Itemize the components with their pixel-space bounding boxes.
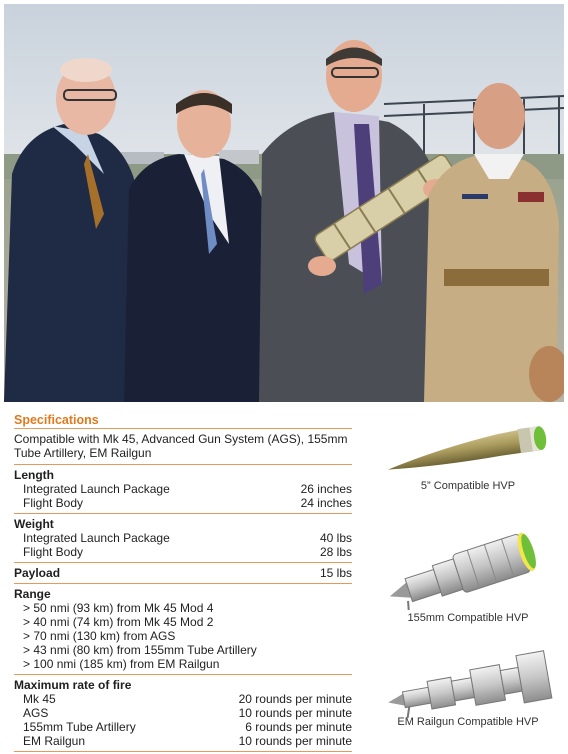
range-line: > 43 nmi (80 km) from 155mm Tube Artillery	[23, 643, 257, 657]
length-row-label: Integrated Launch Package	[23, 482, 170, 496]
range-header: Range	[14, 587, 51, 601]
155mm-hvp-caption: 155mm Compatible HVP	[407, 612, 529, 624]
projectile-illustrations	[372, 410, 564, 750]
rate-row-value: 20 rounds per minute	[238, 692, 352, 706]
railgun-hvp-icon	[380, 648, 560, 718]
weight-header: Weight	[14, 517, 54, 531]
rate-section	[14, 678, 352, 752]
rate-row	[14, 734, 352, 748]
rate-row	[14, 692, 352, 706]
compatibility-text: Compatible with Mk 45, Advanced Gun System (AGS), 155mm Tube Artillery, EM Railgun	[14, 429, 352, 465]
rate-row-label: EM Railgun	[23, 734, 86, 748]
rate-row	[14, 706, 352, 720]
railgun-hvp-caption: EM Railgun Compatible HVP	[397, 716, 539, 728]
weight-row-label: Integrated Launch Package	[23, 531, 170, 545]
range-section	[14, 587, 352, 675]
rate-row-value: 10 rounds per minute	[238, 706, 352, 720]
length-row-label: Flight Body	[23, 496, 84, 510]
payload-section	[14, 566, 352, 584]
rate-header: Maximum rate of fire	[14, 678, 132, 692]
weight-row-value: 28 lbs	[319, 545, 352, 559]
group-photo	[4, 4, 564, 402]
155mm-hvp-icon	[380, 520, 560, 610]
rate-row-label: 155mm Tube Artillery	[23, 720, 136, 734]
specifications-table	[14, 412, 352, 752]
weight-section	[14, 517, 352, 563]
specifications-title: Specifications	[14, 412, 352, 429]
length-row-value: 26 inches	[300, 482, 352, 496]
weight-row-value: 40 lbs	[319, 531, 352, 545]
payload-value: 15 lbs	[319, 566, 352, 580]
range-line: > 100 nmi (185 km) from EM Railgun	[23, 657, 220, 671]
five-inch-hvp-icon	[380, 420, 560, 480]
rate-row	[14, 720, 352, 734]
five-inch-hvp-caption: 5” Compatible HVP	[420, 480, 516, 492]
length-row	[14, 482, 352, 496]
range-line: > 40 nmi (74 km) from Mk 45 Mod 2	[23, 615, 214, 629]
weight-row	[14, 545, 352, 559]
rate-row-value: 6 rounds per minute	[245, 720, 352, 734]
length-header: Length	[14, 468, 54, 482]
weight-row-label: Flight Body	[23, 545, 84, 559]
range-line: > 50 nmi (93 km) from Mk 45 Mod 4	[23, 601, 214, 615]
range-line: > 70 nmi (130 km) from AGS	[23, 629, 176, 643]
payload-header: Payload	[14, 566, 61, 580]
length-section	[14, 468, 352, 514]
length-row-value: 24 inches	[300, 496, 352, 510]
rate-row-label: Mk 45	[23, 692, 56, 706]
weight-row	[14, 531, 352, 545]
rate-row-value: 10 rounds per minute	[238, 734, 352, 748]
rate-row-label: AGS	[23, 706, 49, 720]
length-row	[14, 496, 352, 510]
